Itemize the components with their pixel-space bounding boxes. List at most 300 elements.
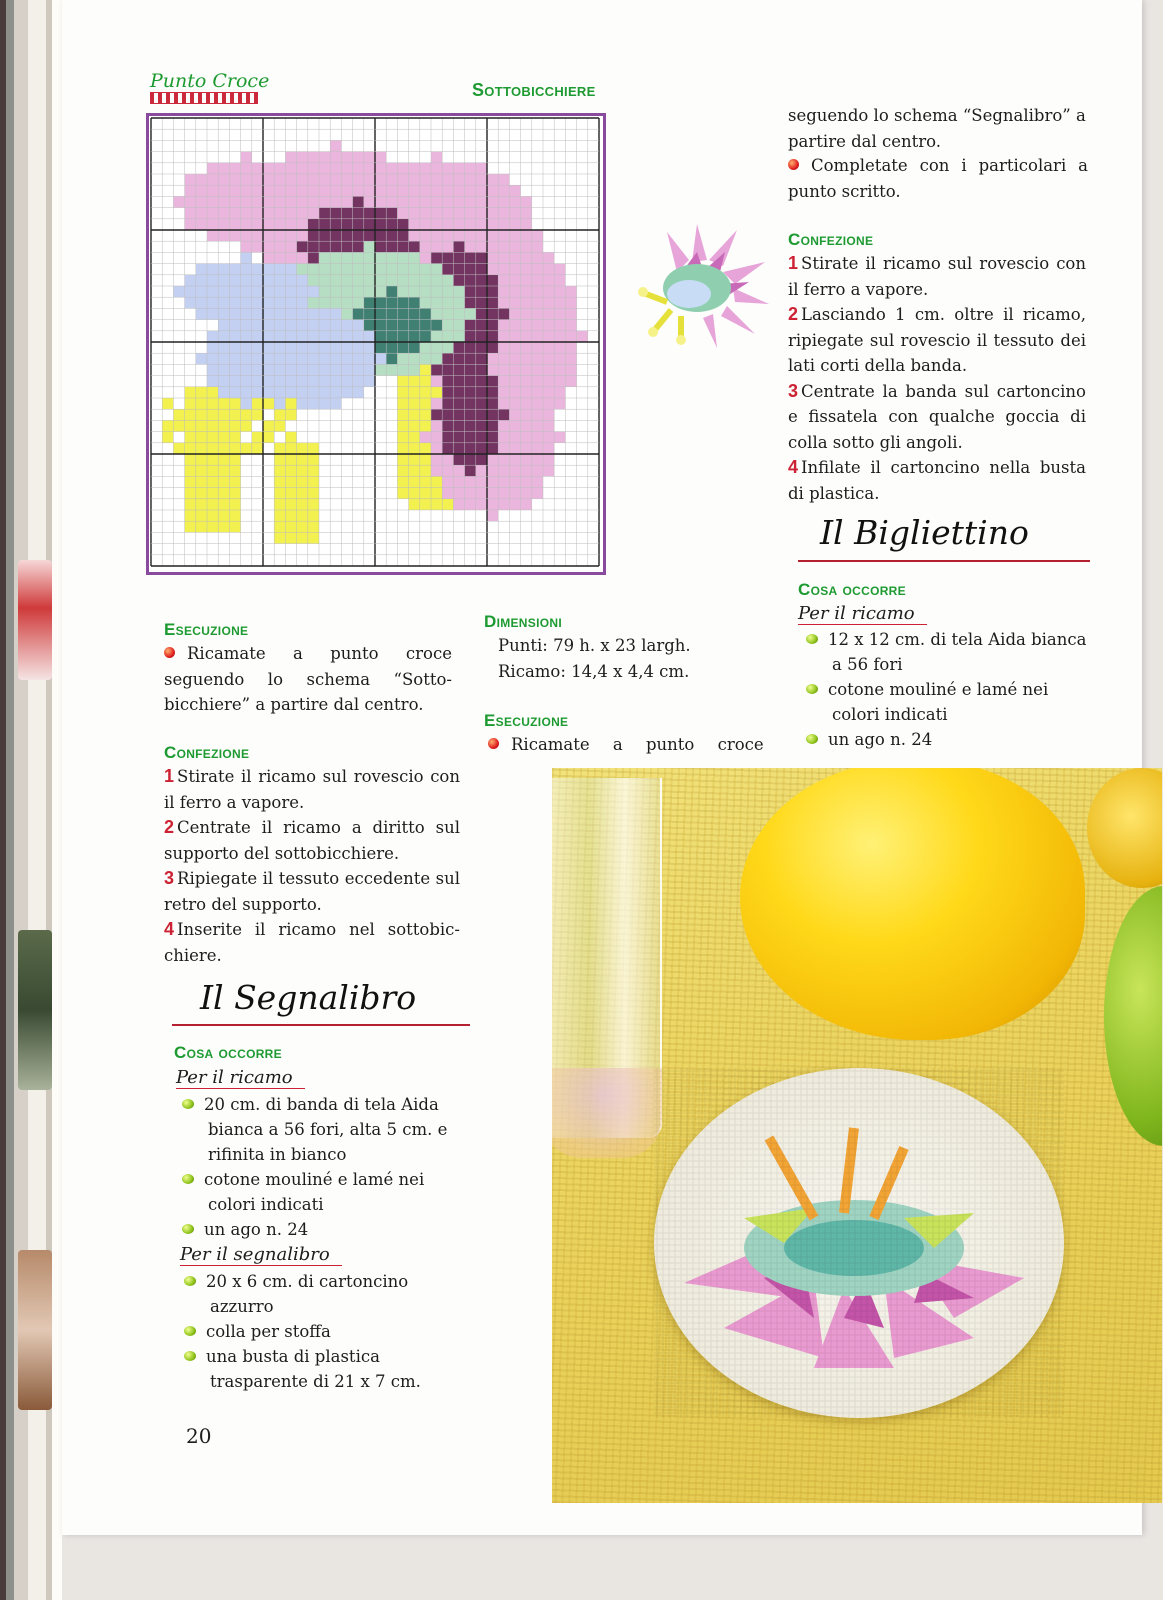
stitch-cell bbox=[364, 353, 375, 364]
stitch-cell bbox=[476, 488, 487, 499]
stitch-cell bbox=[465, 364, 476, 375]
stitch-cell bbox=[207, 163, 218, 174]
stitch-cell bbox=[409, 230, 420, 241]
stitch-cell bbox=[353, 376, 364, 387]
title-underline bbox=[798, 560, 1090, 562]
stitch-cell bbox=[420, 163, 431, 174]
stitch-cell bbox=[330, 252, 341, 263]
stitch-cell bbox=[330, 163, 341, 174]
flower-illustration bbox=[637, 222, 772, 357]
glass-base-image bbox=[552, 1068, 662, 1158]
stitch-cell bbox=[274, 163, 285, 174]
stitch-cell bbox=[173, 420, 184, 431]
stitch-cell bbox=[364, 364, 375, 375]
stitch-cell bbox=[263, 364, 274, 375]
stitch-cell bbox=[207, 443, 218, 454]
stitch-cell bbox=[532, 353, 543, 364]
stitch-cell bbox=[521, 432, 532, 443]
confezione-steps-right bbox=[788, 251, 1086, 506]
stitch-cell bbox=[274, 364, 285, 375]
stitch-cell bbox=[173, 196, 184, 207]
stitch-cell bbox=[285, 152, 296, 163]
stitch-cell bbox=[218, 510, 229, 521]
stitch-cell bbox=[509, 342, 520, 353]
stitch-cell bbox=[218, 230, 229, 241]
stitch-cell bbox=[498, 432, 509, 443]
stitch-cell bbox=[420, 376, 431, 387]
stitch-cell bbox=[397, 465, 408, 476]
stitch-cell bbox=[420, 230, 431, 241]
stitch-cell bbox=[409, 331, 420, 342]
stitch-cell bbox=[554, 387, 565, 398]
stitch-cell bbox=[375, 174, 386, 185]
stitch-cell bbox=[498, 320, 509, 331]
stitch-cell bbox=[476, 308, 487, 319]
stitch-cell bbox=[308, 286, 319, 297]
stitch-cell bbox=[252, 376, 263, 387]
stitch-cell bbox=[409, 443, 420, 454]
brand-cross-stitch-rule bbox=[150, 92, 258, 104]
stitch-cell bbox=[420, 364, 431, 375]
stitch-cell bbox=[207, 398, 218, 409]
step-item: 4 Inserite il ricamo nel sottobic-chiere. bbox=[164, 919, 460, 965]
stitch-cell bbox=[229, 443, 240, 454]
stitch-cell bbox=[196, 420, 207, 431]
per-il-ricamo-label: Per il ricamo bbox=[176, 1067, 305, 1089]
per-il-ricamo-label: Per il ricamo bbox=[798, 603, 927, 625]
stitch-cell bbox=[207, 286, 218, 297]
stitch-cell bbox=[196, 264, 207, 275]
stitch-cell bbox=[453, 264, 464, 275]
stitch-cell bbox=[476, 297, 487, 308]
stitch-cell bbox=[229, 488, 240, 499]
step-item: 2 Centrate il ricamo a diritto sul supporto del sottobicchiere. bbox=[164, 817, 460, 863]
stitch-cell bbox=[330, 320, 341, 331]
stitch-cell bbox=[319, 275, 330, 286]
stitch-cell bbox=[353, 252, 364, 263]
stitch-cell bbox=[386, 353, 397, 364]
stitch-cell bbox=[431, 409, 442, 420]
stitch-cell bbox=[397, 432, 408, 443]
stitch-cell bbox=[297, 454, 308, 465]
stitch-cell bbox=[207, 465, 218, 476]
confezione-steps-left bbox=[164, 764, 460, 968]
stitch-cell bbox=[487, 320, 498, 331]
stitch-cell bbox=[532, 465, 543, 476]
stitch-cell bbox=[330, 264, 341, 275]
stitch-cell bbox=[476, 174, 487, 185]
stitch-cell bbox=[341, 174, 352, 185]
stitch-cell bbox=[330, 140, 341, 151]
stitch-cell bbox=[319, 297, 330, 308]
stitch-cell bbox=[274, 331, 285, 342]
stitch-cell bbox=[532, 342, 543, 353]
stitch-cell bbox=[252, 387, 263, 398]
stitch-cell bbox=[397, 353, 408, 364]
stitch-cell bbox=[297, 465, 308, 476]
stitch-cell bbox=[543, 264, 554, 275]
stitch-cell bbox=[341, 320, 352, 331]
stitch-cell bbox=[330, 387, 341, 398]
stitch-cell bbox=[498, 275, 509, 286]
stitch-cell bbox=[465, 465, 476, 476]
stitch-cell bbox=[453, 476, 464, 487]
stitch-cell bbox=[543, 443, 554, 454]
stitch-cell bbox=[509, 398, 520, 409]
stitch-cell bbox=[397, 420, 408, 431]
stitch-cell bbox=[509, 264, 520, 275]
lime-image bbox=[1104, 886, 1162, 1146]
stitch-cell bbox=[375, 286, 386, 297]
stitch-cell bbox=[297, 443, 308, 454]
stitch-cell bbox=[263, 297, 274, 308]
stitch-cell bbox=[431, 264, 442, 275]
stitch-cell bbox=[386, 185, 397, 196]
stitch-cell bbox=[341, 275, 352, 286]
stitch-cell bbox=[565, 353, 576, 364]
stitch-cell bbox=[498, 353, 509, 364]
stitch-cell bbox=[487, 387, 498, 398]
stitch-cell bbox=[554, 432, 565, 443]
stitch-cell bbox=[263, 286, 274, 297]
stitch-cell bbox=[476, 342, 487, 353]
stitch-cell bbox=[241, 353, 252, 364]
stitch-cell bbox=[319, 230, 330, 241]
stitch-cell bbox=[476, 196, 487, 207]
stitch-cell bbox=[297, 252, 308, 263]
chart-title: Sottobicchiere bbox=[472, 80, 596, 100]
completate-item: Completate con i particolari a punto scritto. bbox=[788, 156, 1088, 201]
stitch-cell bbox=[353, 364, 364, 375]
stitch-cell bbox=[543, 364, 554, 375]
stitch-cell bbox=[196, 521, 207, 532]
stitch-cell bbox=[241, 230, 252, 241]
stitch-cell bbox=[297, 476, 308, 487]
stitch-cell bbox=[274, 465, 285, 476]
stitch-cell bbox=[509, 241, 520, 252]
stitch-cell bbox=[285, 174, 296, 185]
stitch-cell bbox=[532, 286, 543, 297]
stitch-cell bbox=[431, 208, 442, 219]
stitch-cell bbox=[409, 364, 420, 375]
stitch-cell bbox=[532, 241, 543, 252]
stitch-cell bbox=[308, 476, 319, 487]
stitch-cell bbox=[453, 364, 464, 375]
stitch-cell bbox=[397, 443, 408, 454]
stitch-cell bbox=[431, 152, 442, 163]
stitch-cell bbox=[487, 252, 498, 263]
stitch-cell bbox=[252, 398, 263, 409]
stitch-cell bbox=[196, 510, 207, 521]
stitch-cell bbox=[453, 286, 464, 297]
stitch-cell bbox=[263, 219, 274, 230]
stitch-cell bbox=[196, 409, 207, 420]
stitch-cell bbox=[498, 219, 509, 230]
stitch-cell bbox=[487, 488, 498, 499]
stitch-cell bbox=[274, 286, 285, 297]
stitch-cell bbox=[297, 488, 308, 499]
stitch-cell bbox=[252, 320, 263, 331]
stitch-cell bbox=[554, 364, 565, 375]
stitch-cell bbox=[375, 264, 386, 275]
stitch-cell bbox=[420, 432, 431, 443]
stitch-cell bbox=[498, 286, 509, 297]
stitch-cell bbox=[509, 286, 520, 297]
stitch-cell bbox=[577, 331, 588, 342]
stitch-cell bbox=[319, 174, 330, 185]
stitch-cell bbox=[409, 196, 420, 207]
stitch-cell bbox=[218, 499, 229, 510]
stitch-cell bbox=[263, 432, 274, 443]
stitch-cell bbox=[397, 241, 408, 252]
stitch-cell bbox=[285, 208, 296, 219]
stitch-cell bbox=[341, 208, 352, 219]
stitch-cell bbox=[297, 532, 308, 543]
stitch-cell bbox=[554, 308, 565, 319]
stitch-cell bbox=[285, 443, 296, 454]
stitch-cell bbox=[442, 353, 453, 364]
stitch-cell bbox=[465, 264, 476, 275]
stitch-cell bbox=[274, 275, 285, 286]
stitch-cell bbox=[241, 331, 252, 342]
stitch-cell bbox=[521, 364, 532, 375]
stitch-cell bbox=[252, 219, 263, 230]
stitch-cell bbox=[521, 264, 532, 275]
stitch-cell bbox=[532, 308, 543, 319]
stitch-cell bbox=[308, 488, 319, 499]
stitch-cell bbox=[431, 465, 442, 476]
stitch-cell bbox=[319, 196, 330, 207]
stitch-cell bbox=[229, 476, 240, 487]
stitch-cell bbox=[521, 476, 532, 487]
stitch-cell bbox=[509, 364, 520, 375]
stitch-cell bbox=[543, 353, 554, 364]
stitch-cell bbox=[263, 241, 274, 252]
stitch-cell bbox=[196, 398, 207, 409]
stitch-cell bbox=[543, 409, 554, 420]
stitch-cell bbox=[297, 398, 308, 409]
stitch-cell bbox=[453, 219, 464, 230]
stitch-cell bbox=[375, 353, 386, 364]
stitch-cell bbox=[521, 308, 532, 319]
stitch-cell bbox=[409, 376, 420, 387]
stitch-cell bbox=[409, 252, 420, 263]
stitch-cell bbox=[207, 297, 218, 308]
step-item: 2 Lasciando 1 cm. oltre il ricamo, ripiegate sul rovescio il tessuto dei lati corti della banda. bbox=[788, 304, 1086, 375]
page-number: 20 bbox=[186, 1424, 212, 1448]
stitch-cell bbox=[229, 420, 240, 431]
stitch-cell bbox=[341, 342, 352, 353]
stitch-cell bbox=[420, 208, 431, 219]
stitch-cell bbox=[442, 163, 453, 174]
stitch-cell bbox=[185, 510, 196, 521]
stitch-cell bbox=[196, 275, 207, 286]
stitch-cell bbox=[431, 252, 442, 263]
stitch-cell bbox=[353, 230, 364, 241]
stitch-cell bbox=[252, 364, 263, 375]
stitch-cell bbox=[397, 196, 408, 207]
stitch-cell bbox=[465, 320, 476, 331]
stitch-cell bbox=[241, 342, 252, 353]
stitch-cell bbox=[420, 297, 431, 308]
stitch-cell bbox=[364, 308, 375, 319]
stitch-cell bbox=[330, 331, 341, 342]
stitch-cell bbox=[330, 174, 341, 185]
stitch-cell bbox=[442, 320, 453, 331]
stitch-cell bbox=[465, 174, 476, 185]
stitch-cell bbox=[521, 252, 532, 263]
stitch-cell bbox=[218, 286, 229, 297]
stitch-cell bbox=[241, 174, 252, 185]
stitch-cell bbox=[308, 185, 319, 196]
stitch-cell bbox=[308, 297, 319, 308]
stitch-cell bbox=[543, 387, 554, 398]
stitch-cell bbox=[409, 185, 420, 196]
esecuzione-text-middle: Ricamate a punto croce bbox=[488, 732, 778, 758]
stitch-cell bbox=[442, 465, 453, 476]
stitch-cell bbox=[453, 196, 464, 207]
stitch-cell bbox=[476, 398, 487, 409]
stitch-cell bbox=[409, 208, 420, 219]
stitch-cell bbox=[308, 465, 319, 476]
stitch-cell bbox=[453, 432, 464, 443]
stitch-cell bbox=[218, 364, 229, 375]
stitch-cell bbox=[297, 196, 308, 207]
stitch-cell bbox=[532, 230, 543, 241]
segnalibro-title: Il Segnalibro bbox=[200, 978, 417, 1017]
stitch-cell bbox=[509, 409, 520, 420]
brand-header bbox=[150, 70, 269, 104]
stitch-cell bbox=[330, 297, 341, 308]
stitch-cell bbox=[442, 376, 453, 387]
stitch-cell bbox=[218, 264, 229, 275]
stitch-cell bbox=[465, 185, 476, 196]
stitch-cell bbox=[532, 409, 543, 420]
stitch-cell bbox=[185, 196, 196, 207]
stitch-cell bbox=[420, 252, 431, 263]
stitch-cell bbox=[218, 443, 229, 454]
stitch-cell bbox=[274, 521, 285, 532]
stitch-cell bbox=[476, 320, 487, 331]
stitch-cell bbox=[330, 185, 341, 196]
stitch-cell bbox=[196, 208, 207, 219]
stitch-cell bbox=[409, 387, 420, 398]
green-bullet-icon bbox=[184, 1351, 196, 1361]
stitch-cell bbox=[465, 286, 476, 297]
stitch-cell bbox=[420, 185, 431, 196]
red-bullet-icon bbox=[788, 159, 799, 170]
stitch-cell bbox=[185, 275, 196, 286]
stitch-cell bbox=[476, 163, 487, 174]
stitch-cell bbox=[442, 454, 453, 465]
stitch-cell bbox=[386, 286, 397, 297]
stitch-cell bbox=[285, 241, 296, 252]
stitch-cell bbox=[420, 465, 431, 476]
stitch-cell bbox=[498, 387, 509, 398]
stitch-cell bbox=[397, 364, 408, 375]
stitch-cell bbox=[308, 152, 319, 163]
stitch-cell bbox=[386, 308, 397, 319]
stitch-cell bbox=[521, 297, 532, 308]
stitch-cell bbox=[431, 275, 442, 286]
stitch-cell bbox=[487, 353, 498, 364]
stitch-cell bbox=[274, 219, 285, 230]
stitch-cell bbox=[341, 264, 352, 275]
stitch-cell bbox=[274, 398, 285, 409]
stitch-cell bbox=[162, 432, 173, 443]
stitch-cell bbox=[521, 196, 532, 207]
stitch-cell bbox=[319, 163, 330, 174]
stitch-cell bbox=[308, 454, 319, 465]
stitch-cell bbox=[241, 264, 252, 275]
stitch-cell bbox=[274, 320, 285, 331]
stitch-cell bbox=[285, 510, 296, 521]
stitch-cell bbox=[207, 264, 218, 275]
stitch-cell bbox=[453, 208, 464, 219]
stitch-cell bbox=[297, 320, 308, 331]
stitch-cell bbox=[229, 510, 240, 521]
stitch-cell bbox=[431, 230, 442, 241]
stitch-cell bbox=[196, 476, 207, 487]
stitch-cell bbox=[397, 174, 408, 185]
stitch-cell bbox=[453, 297, 464, 308]
stitch-cell bbox=[252, 342, 263, 353]
stitch-cell bbox=[521, 409, 532, 420]
dimensioni-heading: Dimensioni bbox=[484, 612, 562, 631]
stitch-cell bbox=[319, 376, 330, 387]
stitch-cell bbox=[263, 174, 274, 185]
stitch-cell bbox=[375, 342, 386, 353]
stitch-cell bbox=[364, 230, 375, 241]
stitch-cell bbox=[229, 219, 240, 230]
stitch-cell bbox=[308, 208, 319, 219]
stitch-cell bbox=[420, 387, 431, 398]
stitch-cell bbox=[543, 308, 554, 319]
stitch-cell bbox=[397, 342, 408, 353]
stitch-cell bbox=[487, 185, 498, 196]
stitch-cell bbox=[297, 185, 308, 196]
green-bullet-icon bbox=[184, 1276, 196, 1286]
stitch-cell bbox=[476, 364, 487, 375]
stitch-cell bbox=[498, 252, 509, 263]
stitch-cell bbox=[330, 152, 341, 163]
stitch-cell bbox=[465, 488, 476, 499]
stitch-cell bbox=[498, 297, 509, 308]
stitch-cell bbox=[185, 488, 196, 499]
stitch-cell bbox=[453, 465, 464, 476]
stitch-cell bbox=[453, 342, 464, 353]
stitch-cell bbox=[386, 174, 397, 185]
stitch-cell bbox=[476, 443, 487, 454]
stitch-cell bbox=[185, 420, 196, 431]
stitch-cell bbox=[252, 208, 263, 219]
stitch-cell bbox=[330, 342, 341, 353]
stitch-cell bbox=[297, 353, 308, 364]
stitch-cell bbox=[274, 230, 285, 241]
stitch-cell bbox=[465, 208, 476, 219]
stitch-cell bbox=[297, 174, 308, 185]
stitch-cell bbox=[364, 297, 375, 308]
stitch-cell bbox=[431, 398, 442, 409]
stitch-cell bbox=[521, 286, 532, 297]
stitch-cell bbox=[207, 432, 218, 443]
stitch-cell bbox=[409, 488, 420, 499]
stitch-cell bbox=[285, 364, 296, 375]
stitch-cell bbox=[263, 252, 274, 263]
stitch-cell bbox=[241, 208, 252, 219]
stitch-cell bbox=[386, 196, 397, 207]
stitch-cell bbox=[386, 219, 397, 230]
